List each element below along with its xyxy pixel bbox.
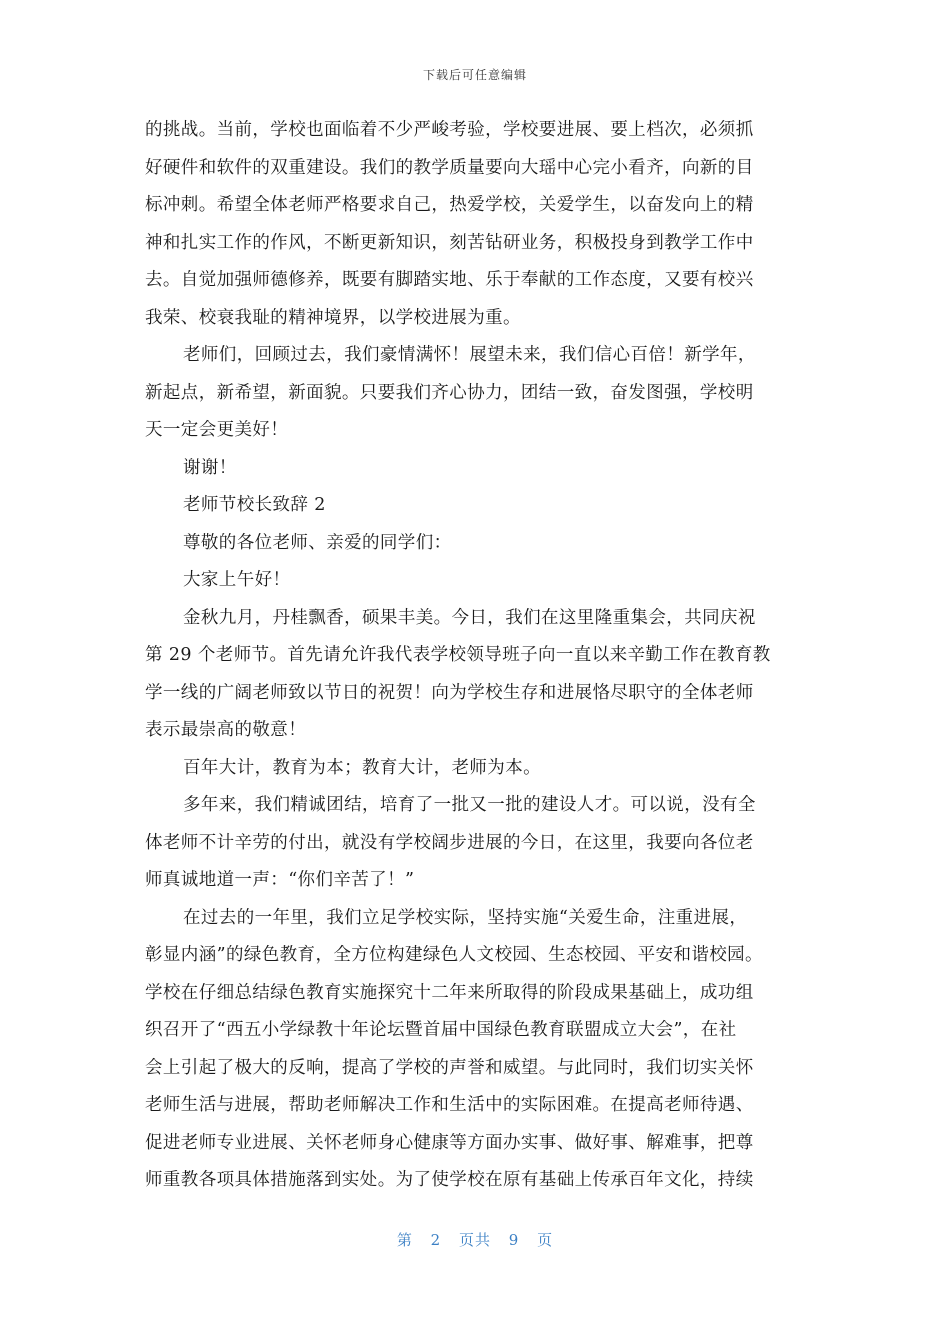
page-footer: [0, 1229, 950, 1250]
body-line: 老师生活与进展，帮助老师解决工作和生活中的实际困难。在提高老师待遇、: [145, 1095, 754, 1115]
body-line: 好硬件和软件的双重建设。我们的教学质量要向大瑶中心完小看齐，向新的目: [145, 157, 754, 178]
body-line: 彰显内涵”的绿色教育，全方位构建绿色人文校园、生态校园、平安和谐校园。: [145, 945, 763, 965]
body-line: 表示最崇高的敬意！: [145, 720, 307, 740]
body-line: 织召开了“西五小学绿教十年论坛暨首届中国绿色教育联盟成立大会”，在社: [145, 1020, 737, 1040]
body-line: 我荣、校衰我耻的精神境界，以学校进展为重。: [145, 307, 521, 328]
section-title: 老师节校长致辞 2: [183, 495, 326, 515]
body-line: 促进老师专业进展、关怀老师身心健康等方面办实事、做好事、解难事，把尊: [145, 1132, 754, 1153]
body-line: 新起点，新希望，新面貌。只要我们齐心协力，团结一致，奋发图强，学校明: [145, 382, 754, 403]
greeting: 大家上午好！: [183, 570, 291, 590]
body-line: 去。自觉加强师德修养，既要有脚踏实地、乐于奉献的工作态度，又要有校兴: [145, 270, 754, 290]
body-line: 学一线的广阔老师致以节日的祝贺！向为学校生存和进展恪尽职守的全体老师: [145, 682, 754, 703]
body-line: 金秋九月，丹桂飘香，硕果丰美。今日，我们在这里隆重集会，共同庆祝: [183, 607, 756, 628]
header-note: 下载后可任意编辑: [422, 68, 527, 82]
body-line: 天一定会更美好！: [145, 420, 289, 440]
body-line: 学校在仔细总结绿色教育实施探究十二年来所取得的阶段成果基础上，成功组: [145, 982, 754, 1003]
body-line: 多年来，我们精诚团结，培育了一批又一批的建设人才。可以说，没有全: [183, 795, 756, 815]
page-current: 2: [430, 1231, 442, 1249]
body-line: 的挑战。当前，学校也面临着不少严峻考验，学校要进展、要上档次，必须抓: [145, 120, 754, 140]
page-total: 9: [508, 1231, 520, 1249]
body-line: 体老师不计辛劳的付出，就没有学校阔步进展的今日，在这里，我要向各位老: [145, 832, 754, 853]
body-line: 师重教各项具体措施落到实处。为了使学校在原有基础上传承百年文化，持续: [145, 1170, 754, 1190]
body-line: 会上引起了极大的反响，提高了学校的声誉和威望。与此同时，我们切实关怀: [145, 1057, 754, 1078]
body-line: 老师们，回顾过去，我们豪情满怀！展望未来，我们信心百倍！新学年，: [183, 345, 756, 365]
document-body: [145, 112, 810, 1200]
body-line: 谢谢！: [183, 457, 237, 478]
body-line: 第 29 个老师节。首先请允许我代表学校领导班子向一直以来辛勤工作在教育教: [145, 645, 771, 665]
salutation: 尊敬的各位老师、亲爱的同学们：: [183, 532, 452, 553]
page-label-prefix: 第: [396, 1231, 413, 1249]
body-line: 师真诚地道一声：“你们辛苦了！”: [145, 870, 415, 890]
page-label-suffix: 页: [537, 1231, 554, 1249]
page-label-mid: 页共: [458, 1231, 491, 1249]
body-line: 在过去的一年里，我们立足学校实际，坚持实施“关爱生命，注重进展，: [183, 907, 748, 928]
body-line: 百年大计，教育为本；教育大计，老师为本。: [183, 757, 541, 778]
body-line: 标冲刺。希望全体老师严格要求自己，热爱学校，关爱学生，以奋发向上的精: [145, 195, 754, 215]
body-line: 神和扎实工作的作风，不断更新知识，刻苦钻研业务，积极投身到教学工作中: [145, 232, 754, 253]
